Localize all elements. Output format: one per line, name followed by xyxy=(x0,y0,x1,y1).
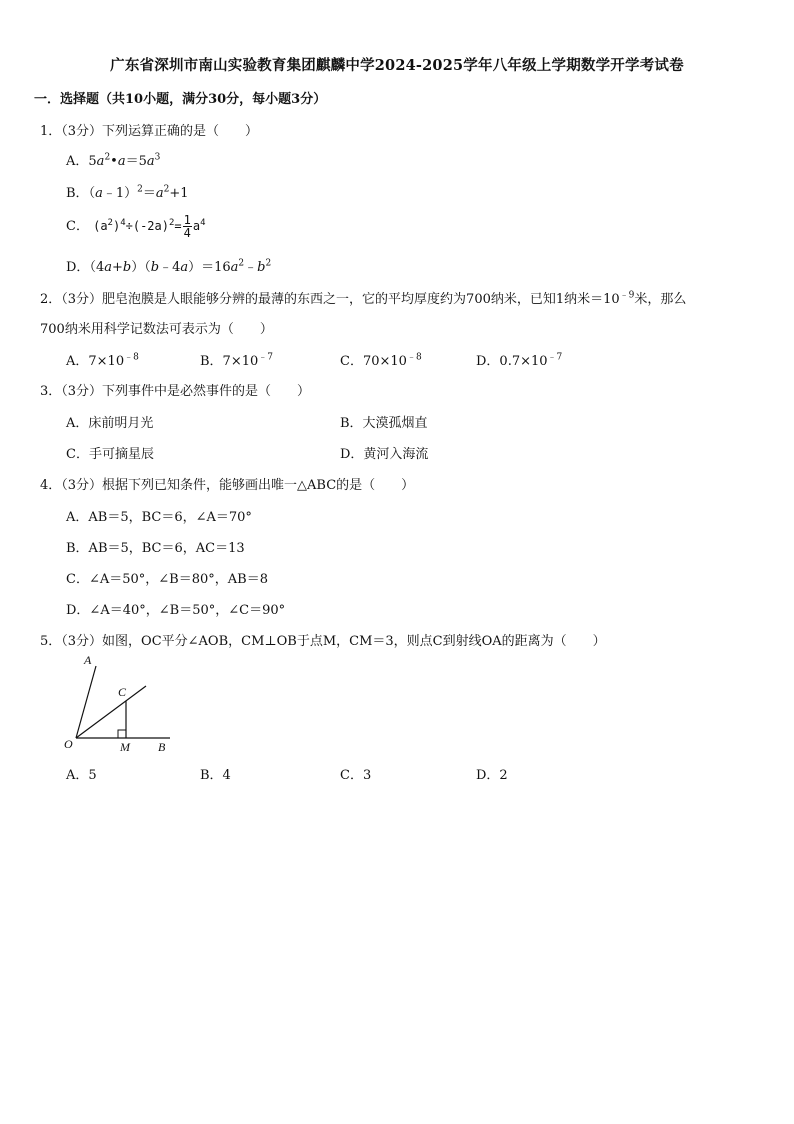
q4-option-b: B．AB＝5，BC＝6，AC＝13 xyxy=(66,541,245,556)
q5-option-d: D．2 xyxy=(476,768,508,783)
ray-oc xyxy=(76,686,146,738)
exponent: ﹣7 xyxy=(258,352,273,363)
q3-option-d: D．黄河入海流 xyxy=(340,447,429,462)
q1-option-d: D．$(4a+b)(b﹣4a)=16a^2﹣b^2$ xyxy=(66,258,272,275)
q4-option-d: D．∠A＝40°，∠B＝50°，∠C＝90° xyxy=(66,603,286,618)
option-label: A． xyxy=(66,154,89,169)
q1-option-c: C． $(a^2)^4\div(-2a)^2=$ $\frac{1}{4}$ $a^4$ xyxy=(66,213,206,240)
option-text: D．0.7×10 xyxy=(476,354,548,369)
label-c: C xyxy=(118,685,127,699)
q2-stem-line1 xyxy=(40,288,686,307)
q3-option-c: C．手可摘星辰 xyxy=(66,447,154,462)
q1-stem: 1．（3分）下列运算正确的是（ ） xyxy=(40,124,259,139)
angle-bisector-figure xyxy=(60,650,180,754)
q4-option-a: A．AB＝5，BC＝6，∠A＝70° xyxy=(66,510,252,525)
page-title: 广东省深圳市南山实验教育集团麒麟中学2024-2025学年八年级上学期数学开学考试卷 xyxy=(110,57,684,74)
exponent: ﹣8 xyxy=(406,352,422,363)
q2-option-c xyxy=(340,350,422,369)
label-o: O xyxy=(64,737,73,751)
option-label: D． xyxy=(66,260,90,275)
ray-oa xyxy=(76,666,96,738)
q5-stem: 5．（3分）如图，OC平分∠AOB，CM⊥OB于点M，CM＝3，则点C到射线OA的距离为（ ） xyxy=(40,634,606,649)
q1-option-b: B．$(a﹣1)^2=a^2+1$ xyxy=(66,184,189,201)
label-a: A xyxy=(84,653,92,667)
q1-option-a: A．$5a^2•a=5a^3$ xyxy=(66,152,161,169)
right-angle-mark xyxy=(118,730,126,738)
label-b: B xyxy=(158,740,166,754)
q2-stem-line2: 700纳米用科学记数法可表示为（ ） xyxy=(40,322,273,337)
label-m: M xyxy=(120,740,130,754)
q2-stem-text: 2．（3分）肥皂泡膜是人眼能够分辨的最薄的东西之一，它的平均厚度约为700纳米，已知1纳米＝10 xyxy=(40,292,620,307)
exponent: ﹣8 xyxy=(124,352,139,363)
q5-option-a: A．5 xyxy=(66,768,97,783)
section-heading: 一．选择题（共10小题，满分30分，每小题3分） xyxy=(34,92,327,107)
q4-option-c: C．∠A＝50°，∠B＝80°，AB＝8 xyxy=(66,572,268,587)
option-text: C．70×10 xyxy=(340,354,407,369)
option-label: C． xyxy=(66,219,89,234)
q2-option-d xyxy=(476,350,562,369)
option-label: B． xyxy=(66,186,89,201)
q5-option-b: B．4 xyxy=(200,768,231,783)
exponent: ﹣7 xyxy=(547,352,563,363)
option-text: A．7×10 xyxy=(66,354,125,369)
q2-option-a xyxy=(66,350,139,369)
q3-option-b: B．大漠孤烟直 xyxy=(340,416,428,431)
exponent: ﹣9 xyxy=(619,290,635,301)
q4-stem: 4．（3分）根据下列已知条件，能够画出唯一△ABC的是（ ） xyxy=(40,478,415,493)
q5-option-c: C．3 xyxy=(340,768,372,783)
q2-option-b xyxy=(200,350,273,369)
q2-stem-tail: 米，那么 xyxy=(634,292,687,307)
q3-stem: 3．（3分）下列事件中是必然事件的是（ ） xyxy=(40,384,311,399)
q3-option-a: A．床前明月光 xyxy=(66,416,154,431)
option-text: B．7×10 xyxy=(200,354,259,369)
